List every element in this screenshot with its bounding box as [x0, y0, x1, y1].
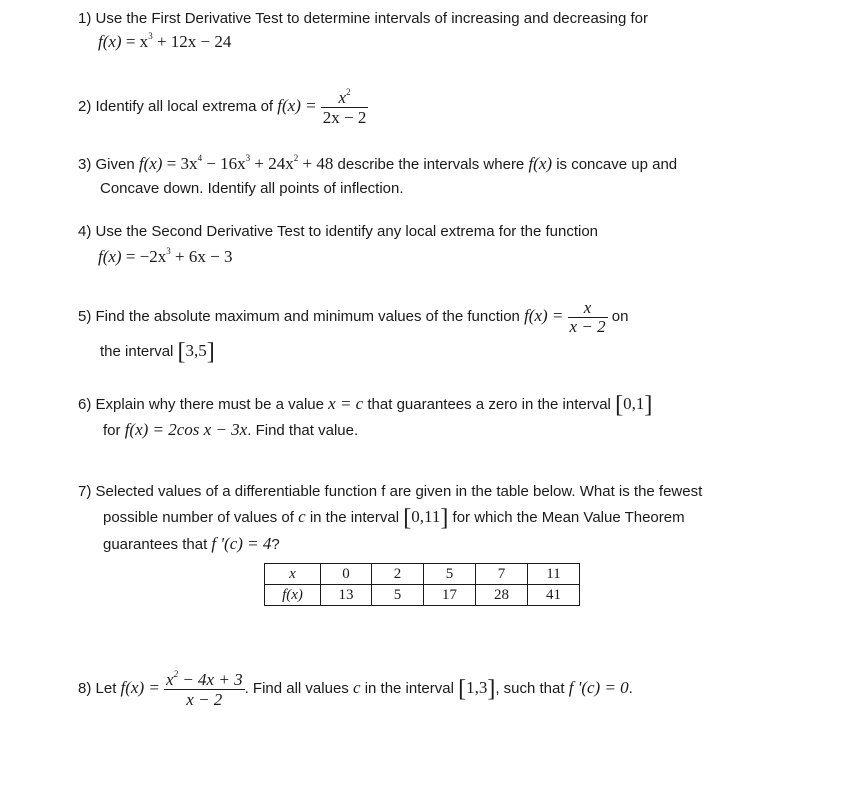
q8-text-e: . [628, 680, 633, 697]
q3-expr-a: = 3x [162, 154, 198, 173]
q7-fprime: f '(c) = 4 [211, 534, 272, 553]
q7-number: 7) [78, 483, 92, 500]
question-1 [78, 10, 648, 28]
table-cell: 5 [424, 564, 476, 585]
q5-num: x [583, 297, 592, 317]
q7-line3 [103, 535, 280, 554]
q1-number: 1) [78, 10, 92, 27]
q5-den: x − 2 [569, 316, 606, 336]
q2-fx: f(x) = [277, 96, 317, 115]
q2-text: Identify all local extrema of [95, 98, 274, 115]
q8-number: 8) [78, 680, 92, 697]
q6-line2-a: for [103, 422, 121, 439]
q6-line2-b: . Find that value. [247, 422, 359, 439]
question-3 [78, 155, 677, 174]
q7-line3-b: ? [271, 536, 280, 553]
q6-text-a: Explain why there must be a value [95, 396, 324, 413]
q3-expr-d: + 48 [298, 154, 334, 173]
q6-interval: 0,1 [623, 394, 645, 413]
q3-exp1: 4 [197, 153, 203, 163]
q2-fraction [321, 88, 369, 127]
table-cell: 2 [372, 564, 424, 585]
q6-number: 6) [78, 396, 92, 413]
q2-den: 2x − 2 [322, 107, 367, 127]
q8-fraction [164, 670, 245, 709]
q5-fx: f(x) = [524, 306, 564, 325]
question-6: 6) Explain why there must be a value x = c that guarantees a zero in the interval [0,1] [78, 392, 653, 418]
table-cell: 28 [476, 585, 528, 606]
q4-fx: f(x) [98, 247, 122, 266]
q8-fx: f(x) = [120, 678, 160, 697]
q1-function [98, 33, 231, 51]
q3-text-a: Given [95, 156, 135, 173]
q7-line2: possible number of values of c in the interval [0,11] for which the Mean Value Theorem [103, 505, 685, 531]
table-cell: 41 [528, 585, 580, 606]
q8-text-d: , such that [495, 680, 565, 697]
q1-text: Use the First Derivative Test to determine intervals of increasing and decreasing for [95, 10, 648, 27]
q1-exp: 3 [148, 31, 153, 41]
q2-num-exp: 2 [346, 86, 351, 97]
q6-text-b: that guarantees a zero in the interval [367, 396, 611, 413]
q4-number: 4) [78, 223, 92, 240]
q7-c: c [298, 507, 306, 526]
q7-text: Selected values of a differentiable function f are given in the table below. What is the fewest [95, 483, 703, 500]
q5-interval: 3,5 [185, 341, 207, 360]
q3-text-b: describe the intervals where [337, 156, 525, 173]
q1-expr-a: = x [121, 32, 149, 51]
q8-c: c [352, 678, 361, 697]
table-cell: 11 [528, 564, 580, 585]
values-table [264, 563, 580, 606]
q7-line2-c: for which the Mean Value Theorem [452, 509, 685, 526]
table-header-x: x [265, 564, 321, 585]
q4-function [98, 248, 232, 266]
table-cell: 0 [321, 564, 372, 585]
question-5 [78, 297, 628, 336]
q1-expr-b: + 12x − 24 [152, 32, 232, 51]
q7-line2-b: in the interval [309, 509, 400, 526]
table-row-x [265, 564, 580, 585]
q3-text-c: is concave up and [556, 156, 678, 173]
q2-num: x [338, 87, 347, 107]
table-cell: 5 [372, 585, 424, 606]
q4-expr-b: + 6x − 3 [170, 247, 233, 266]
q8-text-a: Let [95, 680, 117, 697]
q1-fx: f(x) [98, 32, 122, 51]
q2-number: 2) [78, 98, 92, 115]
q4-text: Use the Second Derivative Test to identify any local extrema for the function [95, 223, 599, 240]
q3-exp2: 3 [245, 153, 251, 163]
q5-text: Find the absolute maximum and minimum values of the function [95, 308, 520, 325]
table-cell: 13 [321, 585, 372, 606]
q8-interval: 1,3 [466, 678, 488, 697]
q6-fx: f(x) = 2cos x − 3x [124, 420, 248, 439]
q8-text-b: . Find all values [244, 680, 349, 697]
q6-var: x = c [328, 394, 364, 413]
table-header-fx: f(x) [265, 585, 321, 606]
q4-exp: 3 [166, 246, 171, 256]
q5-line2-text: the interval [100, 343, 174, 360]
q5-fraction [568, 299, 608, 336]
q3-fx: f(x) [138, 154, 163, 173]
q5-line2: the interval [3,5] [100, 339, 215, 365]
q5-text-on: on [611, 308, 629, 325]
q5-number: 5) [78, 308, 92, 325]
q8-text-c: in the interval [364, 680, 454, 697]
q7-interval: 0,11 [411, 507, 441, 526]
q7-line2-a: possible number of values of [103, 509, 294, 526]
q3-exp3: 2 [293, 153, 299, 163]
table-row-fx [265, 585, 580, 606]
question-8: 8) Let f(x) = $\frac{x^2 - 4x + 3}{x - 2}$ . Find all values c in the interval [1,3], such that f '(c) = 0. [78, 668, 633, 709]
q3-line2: Concave down. Identify all points of inflection. [100, 180, 404, 197]
q3-expr-c: + 24x [250, 154, 294, 173]
q8-num-a: x [166, 669, 174, 689]
q7-line3-a: guarantees that [103, 536, 208, 553]
q8-num-b: − 4x + 3 [178, 669, 243, 689]
q8-den: x − 2 [164, 689, 245, 709]
q3-fx2: f(x) [528, 154, 553, 173]
table-cell: 7 [476, 564, 528, 585]
q4-expr-a: = −2x [121, 247, 167, 266]
question-7 [78, 483, 702, 501]
question-4 [78, 223, 598, 241]
q8-fprime: f '(c) = 0 [568, 678, 629, 697]
q6-line2 [103, 421, 358, 440]
q3-expr-b: − 16x [202, 154, 246, 173]
question-2 [78, 86, 368, 127]
q3-number: 3) [78, 156, 92, 173]
q8-num-exp: 2 [173, 668, 179, 679]
table-cell: 17 [424, 585, 476, 606]
